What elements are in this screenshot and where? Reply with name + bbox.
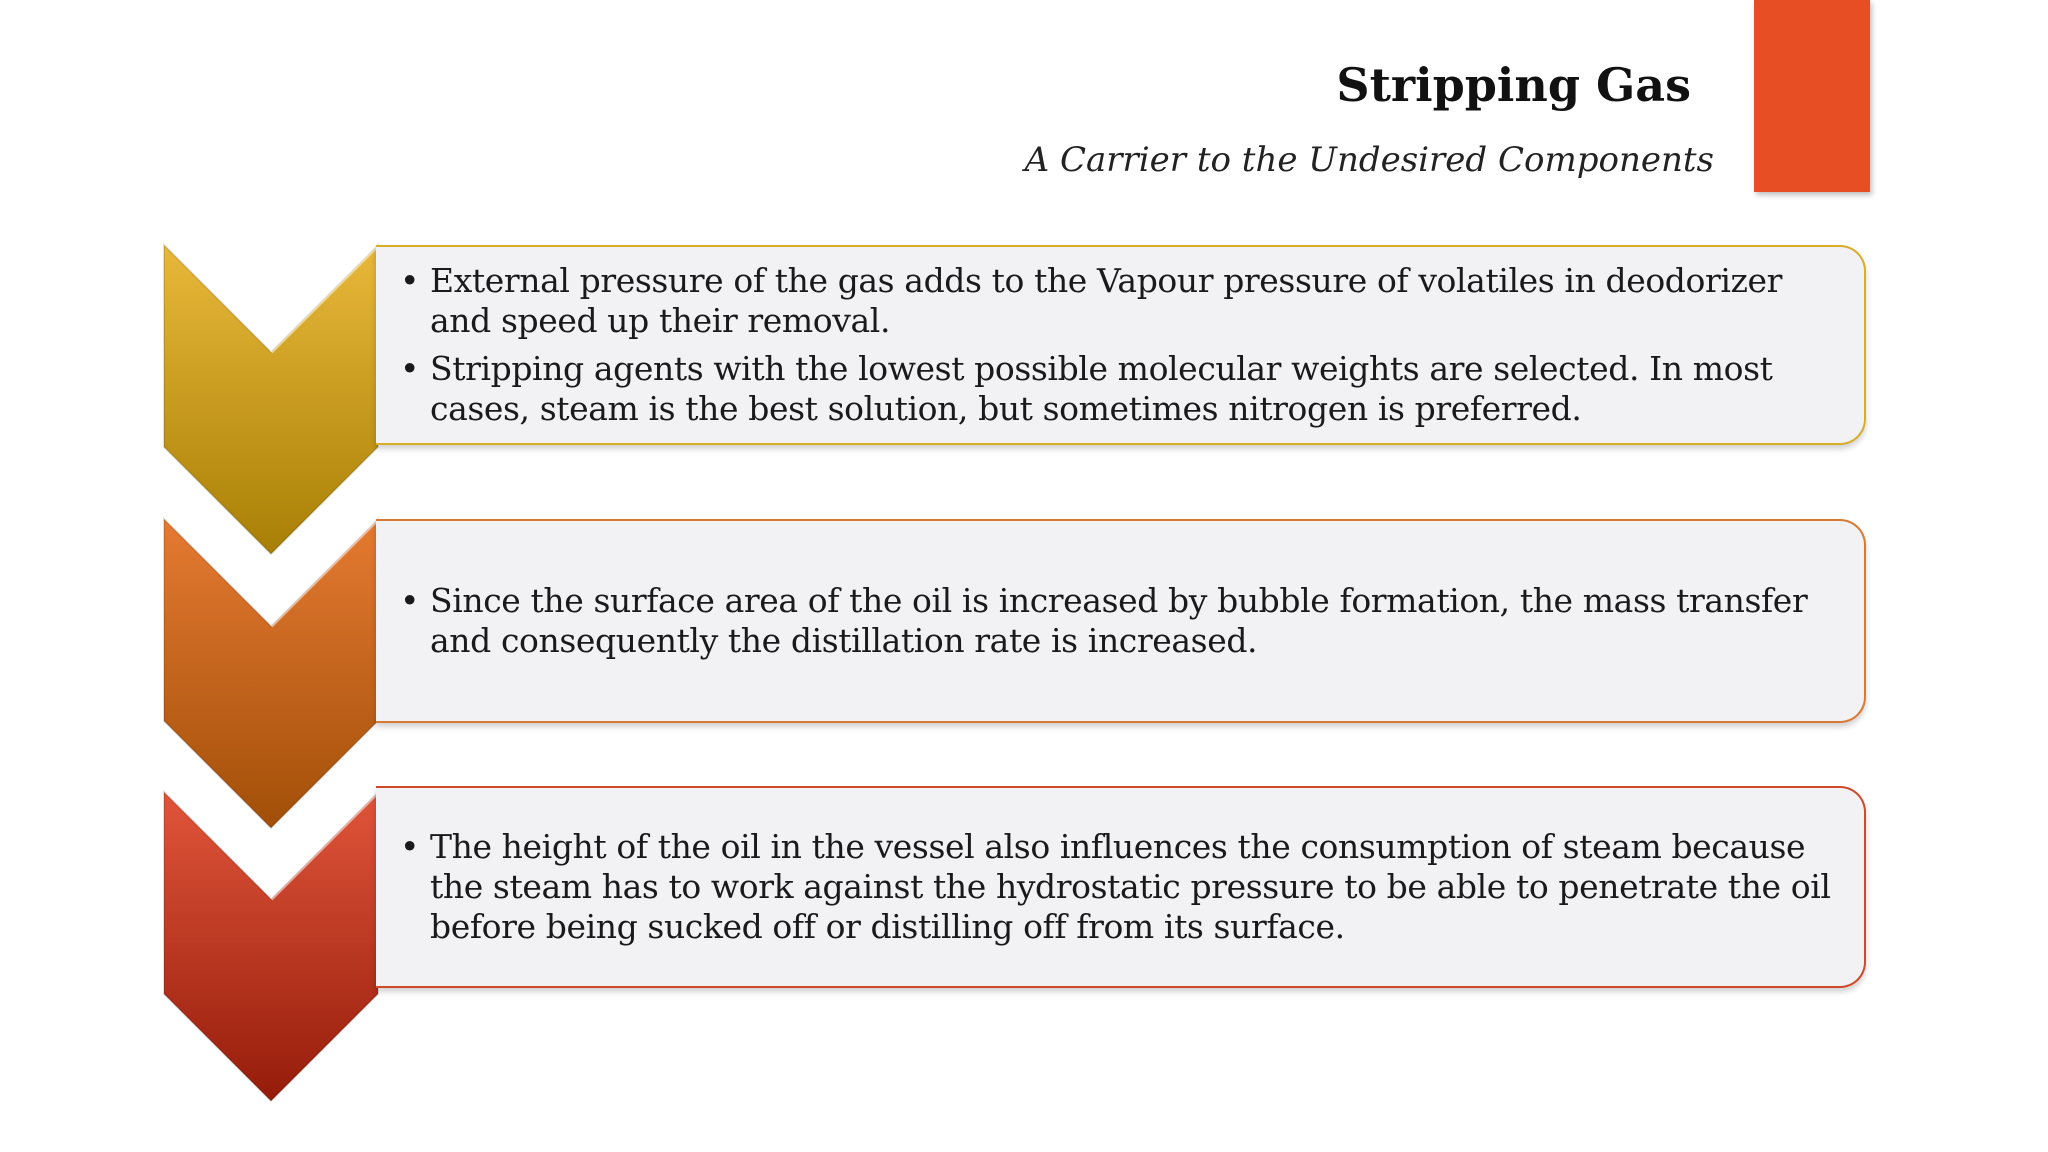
bullet-list (400, 261, 1850, 429)
accent-bar (1754, 0, 1870, 192)
bullet-list (400, 581, 1850, 661)
bullet-item: • Stripping agents with the lowest possible molecular weights are selected. In most cases, steam is the best solution, but sometimes nitrogen is preferred. (400, 349, 1850, 429)
step-card-1 (376, 245, 1866, 445)
bullet-item: • The height of the oil in the vessel also influences the consumption of steam because the steam has to work against the hydrostatic pressure to be able to penetrate the oil before being sucked off or distilling off from its surface. (400, 827, 1850, 947)
chevron-icon-step-1 (162, 245, 380, 555)
chevron-icon-step-2 (162, 519, 380, 829)
chevron-icon-step-3 (162, 792, 380, 1102)
bullet-item: • External pressure of the gas adds to the Vapour pressure of volatiles in deodorizer and speed up their removal. (400, 261, 1850, 341)
slide-title: Stripping Gas (1336, 58, 1691, 112)
bullet-item: • Since the surface area of the oil is increased by bubble formation, the mass transfer and consequently the distillation rate is increased. (400, 581, 1850, 661)
step-card-3 (376, 786, 1866, 988)
slide-subtitle: A Carrier to the Undesired Components (1024, 140, 1714, 180)
step-card-2 (376, 519, 1866, 723)
bullet-list (400, 827, 1850, 947)
